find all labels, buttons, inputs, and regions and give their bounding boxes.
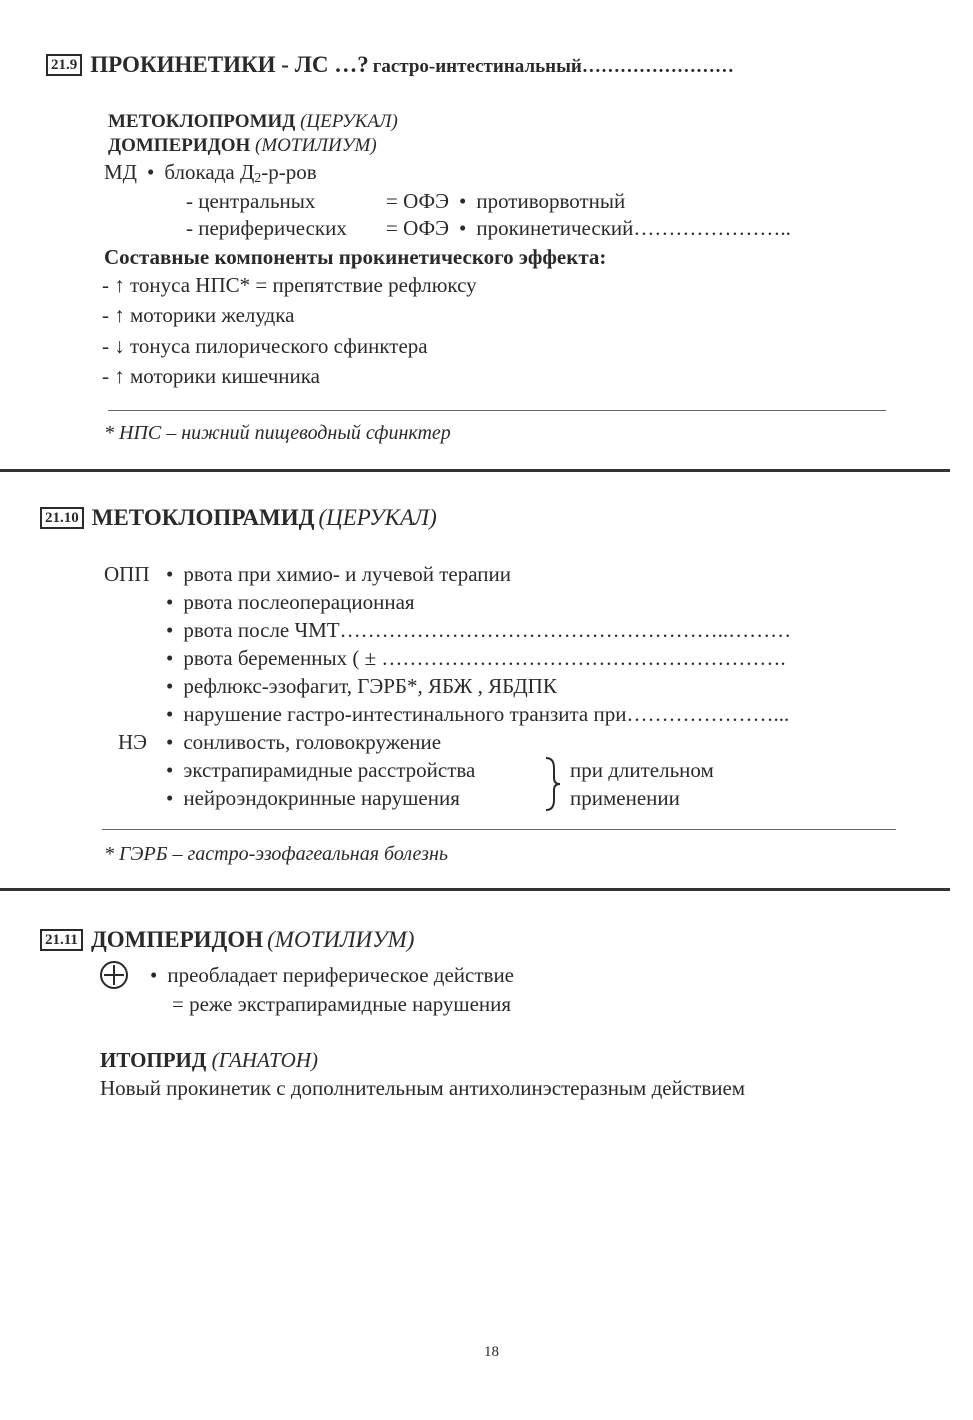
section-21-11-heading bbox=[40, 927, 414, 953]
component-item: - ↑ моторики кишечника bbox=[102, 364, 320, 388]
section-title: ПРОКИНЕТИКИ - ЛС …? bbox=[90, 52, 369, 77]
drug-domperidone bbox=[108, 135, 377, 157]
drug-name: ДОМПЕРИДОН bbox=[108, 135, 251, 156]
component-item: - ↑ тонуса НПС* = препятствие рефлюксу bbox=[102, 273, 477, 297]
footnote-gerb: * ГЭРБ – гастро-эзофагеальная болезнь bbox=[104, 843, 448, 865]
drug-trade-name: (МОТИЛИУМ) bbox=[255, 135, 377, 156]
md-label: МД bbox=[104, 160, 137, 184]
component-item: - ↑ моторики желудка bbox=[102, 303, 295, 327]
page-number: 18 bbox=[484, 1344, 499, 1360]
section-number-badge: 21.11 bbox=[40, 929, 83, 951]
opp-item: • рвота при химио- и лучевой терапии bbox=[166, 562, 511, 586]
curly-brace-icon bbox=[540, 756, 564, 812]
drug-trade-name: (ГАНАТОН) bbox=[211, 1048, 318, 1072]
ne-item: • сонливость, головокружение bbox=[166, 730, 442, 754]
drug-name: МЕТОКЛОПРОМИД bbox=[108, 111, 296, 132]
drug-trade-name: (ЦЕРУКАЛ) bbox=[300, 111, 398, 132]
peripheral-row bbox=[186, 216, 791, 241]
itoprid-description: Новый прокинетик с дополнительным антихолинэстеразным действием bbox=[100, 1076, 746, 1100]
brace-note: применении bbox=[570, 786, 680, 810]
advantage-item: • преобладает периферическое действие bbox=[150, 963, 515, 987]
opp-item: • рефлюкс-эзофагит, ГЭРБ*, ЯБЖ , ЯБДПК bbox=[166, 674, 557, 698]
md-line bbox=[104, 160, 317, 187]
md-subscript: 2 bbox=[254, 171, 262, 186]
section-title-trade: (МОТИЛИУМ) bbox=[267, 927, 415, 952]
section-title-tail: гастро-интестинальный…………………… bbox=[372, 56, 734, 77]
section-number-badge: 21.10 bbox=[40, 507, 84, 529]
peripheral-label: - периферических bbox=[186, 216, 347, 240]
footnote-nps: * НПС – нижний пищеводный сфинктер bbox=[104, 422, 451, 444]
section-21-9-heading bbox=[46, 52, 734, 78]
central-effect: противорвотный bbox=[476, 189, 626, 213]
md-text-tail: -р-ров bbox=[261, 160, 317, 184]
opp-item: • рвота беременных ( ± …………………………………………………. bbox=[166, 646, 786, 670]
component-item: - ↓ тонуса пилорического сфинктера bbox=[102, 334, 428, 358]
footnote-divider bbox=[108, 410, 886, 411]
opp-item: • нарушение гастро-интестинального транзита при…………………... bbox=[166, 702, 790, 726]
ne-label: НЭ bbox=[118, 730, 148, 754]
drug-name: ИТОПРИД bbox=[100, 1048, 207, 1072]
peripheral-eq: = ОФЭ bbox=[386, 216, 449, 240]
bullet: • bbox=[458, 216, 467, 240]
components-heading: Составные компоненты прокинетического эффекта: bbox=[104, 245, 607, 269]
section-separator bbox=[0, 888, 950, 891]
central-label: - центральных bbox=[186, 189, 316, 213]
itoprid-heading bbox=[100, 1048, 318, 1073]
opp-label: ОПП bbox=[104, 562, 150, 586]
opp-item: • рвота послеоперационная bbox=[166, 590, 415, 614]
section-title-trade: (ЦЕРУКАЛ) bbox=[318, 505, 437, 530]
section-separator bbox=[0, 469, 950, 472]
bullet: • bbox=[147, 160, 155, 184]
section-title: МЕТОКЛОПРАМИД bbox=[91, 505, 315, 530]
section-21-10-heading bbox=[40, 505, 437, 531]
central-eq: = ОФЭ bbox=[386, 189, 449, 213]
footnote-divider bbox=[102, 829, 896, 830]
md-text: блокада Д bbox=[164, 160, 255, 184]
bullet: • bbox=[458, 189, 467, 213]
plus-circle-icon bbox=[99, 960, 129, 990]
section-title: ДОМПЕРИДОН bbox=[90, 927, 264, 952]
drug-metoclopromide bbox=[108, 111, 398, 133]
ne-item: • нейроэндокринные нарушения bbox=[166, 786, 460, 810]
advantage-consequence: = реже экстрапирамидные нарушения bbox=[172, 992, 512, 1016]
peripheral-effect: прокинетический………………….. bbox=[476, 216, 791, 240]
brace-note: при длительном bbox=[570, 758, 714, 782]
section-number-badge: 21.9 bbox=[46, 54, 82, 76]
central-row bbox=[186, 189, 625, 214]
ne-item: • экстрапирамидные расстройства bbox=[166, 758, 476, 782]
opp-item: • рвота после ЧМТ………………………………………………..……… bbox=[166, 618, 792, 642]
